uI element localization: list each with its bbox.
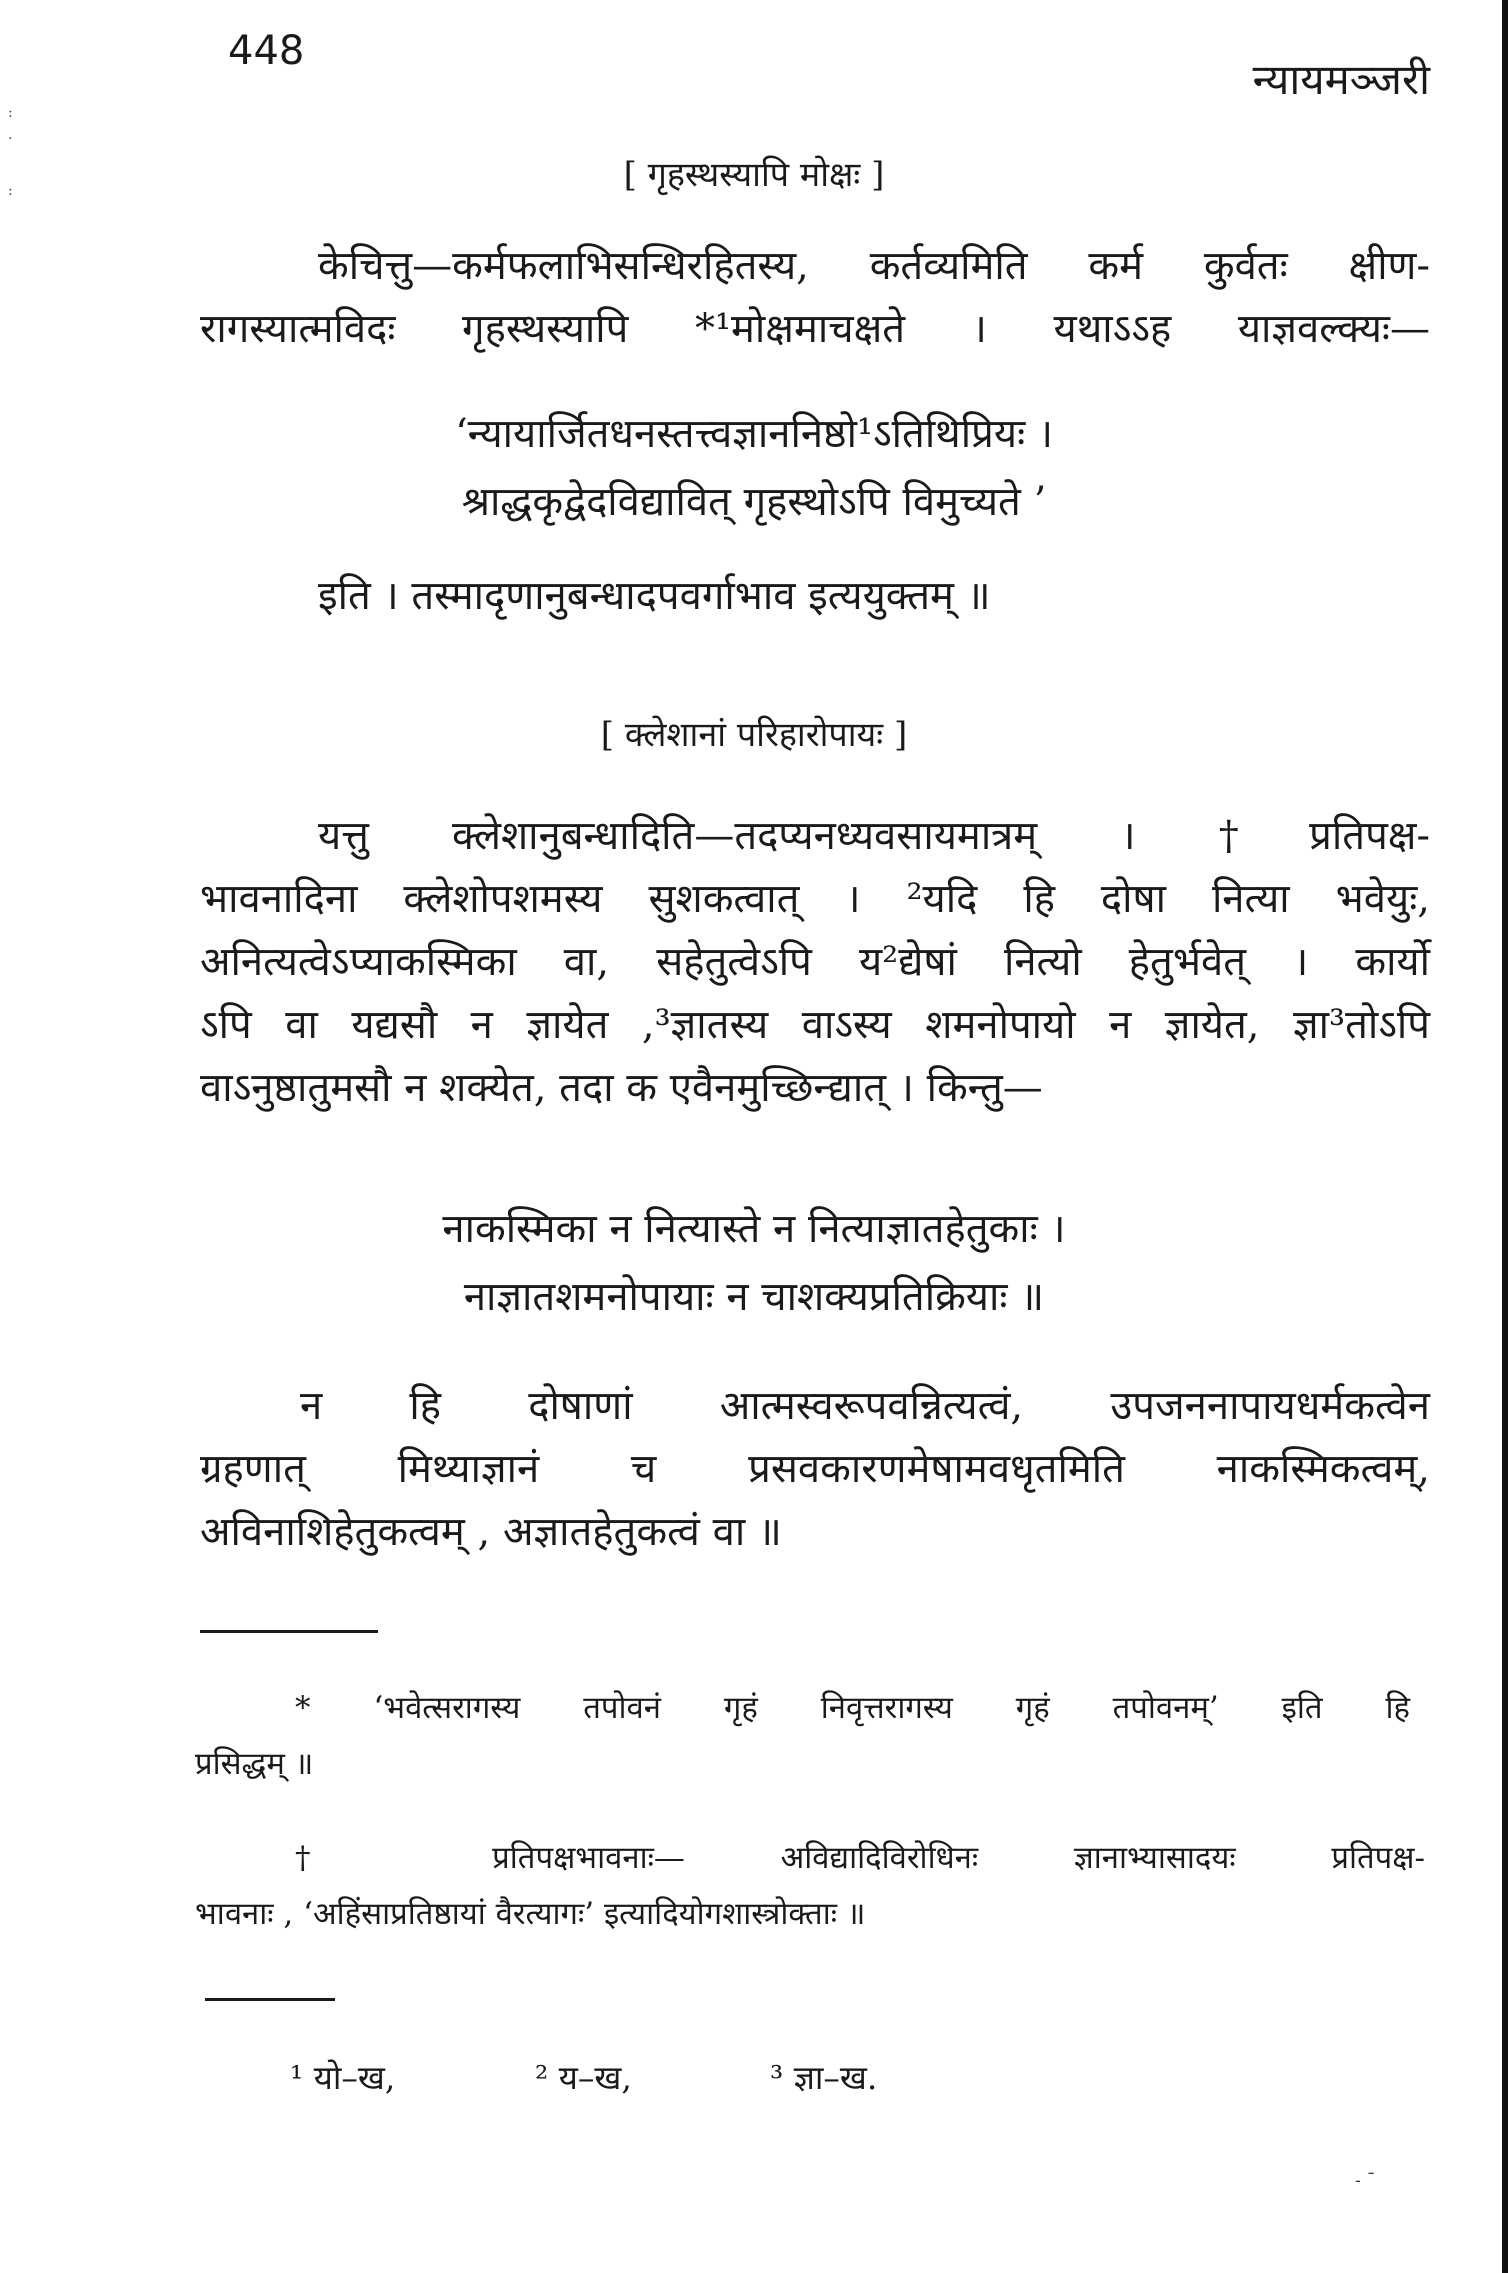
footnote-line: भावनाः , ‘अहिंसाप्रतिष्ठायां वैरत्यागः’ इत्यादियोगशास्त्रोक्ताः ॥ — [195, 1896, 866, 1932]
verse-line: नाकस्मिका न नित्यास्ते न नित्याज्ञातहेतुकाः । — [442, 1206, 1066, 1252]
closing-line: इति । तस्मादृणानुबन्धादपवर्गाभाव इत्ययुक्तम् ॥ — [318, 573, 991, 619]
scan-speck: ˗ ˉ — [1355, 2170, 1376, 2191]
verse-kleshas — [0, 1195, 1508, 1331]
scan-margin-marks: : · : — [8, 105, 13, 199]
footnote-line: † प्रतिपक्षभावनाः— अविद्यादिविरोधिनः ज्ञानाभ्यासादयः प्रतिपक्ष- — [295, 1840, 1425, 1876]
footnote-line: प्रसिद्धम् ॥ — [195, 1746, 314, 1782]
footnote-dagger — [195, 1830, 1425, 1942]
text-line: अनित्यत्वेऽप्याकस्मिका वा, सहेतुत्वेऽपि य²द्येषां नित्यो हेतुर्भवेत् । कार्यो — [200, 939, 1430, 985]
text-line: ग्रहणात् मिथ्याज्ञानं च प्रसवकारणमेषामवधृतमिति नाकस्मिकत्वम्, — [200, 1446, 1430, 1492]
variants-rule — [205, 1998, 335, 2001]
running-title: न्यायमञ्जरी — [1252, 55, 1430, 104]
footnote-rule — [200, 1630, 378, 1633]
verse-line: श्राद्धकृद्वेदविद्यावित् गृहस्थोऽपि विमुच्यते ’ — [461, 479, 1047, 525]
variant-3: ³ ज्ञा–ख. — [770, 2058, 878, 2097]
section-heading-kleshas: [ क्लेशानां परिहारोपायः ] — [600, 715, 908, 755]
paragraph-kleshas — [200, 805, 1430, 1120]
paragraph-moksha — [200, 235, 1430, 361]
verse-line: ‘न्यायार्जितधनस्तत्त्वज्ञाननिष्ठो¹ऽतिथिप्रियः । — [454, 411, 1054, 457]
footnote-line: * ‘भवेत्सरागस्य तपोवनं गृहं निवृत्तरागस्य गृहं तपोवनम्’ इति हि — [295, 1690, 1410, 1726]
section-heading-moksha: [ गृहस्थस्यापि मोक्षः ] — [623, 155, 885, 195]
text-line: भावनादिना क्लेशोपशमस्य सुशकत्वात् । ²यदि हि दोषा नित्या भवेयुः, — [200, 876, 1430, 922]
variant-1: ¹ यो–ख, — [290, 2058, 396, 2097]
text-line: न हि दोषाणां आत्मस्वरूपवन्नित्यत्वं, उपजननापायधर्मकत्वेन — [300, 1383, 1430, 1429]
paragraph-doshas — [200, 1375, 1430, 1564]
text-line: केचित्तु—कर्मफलाभिसन्धिरहितस्य, कर्तव्यमिति कर्म कुर्वतः क्षीण- — [318, 243, 1430, 289]
text-line: वाऽनुष्ठातुमसौ न शक्येत, तदा क एवैनमुच्छिन्द्यात् । किन्तु— — [200, 1065, 1043, 1111]
page-edge-shadow — [1502, 0, 1508, 2273]
page-number: 448 — [228, 28, 305, 74]
text-line: यत्तु क्लेशानुबन्धादिति—तदप्यनध्यवसायमात्रम् । †प्रतिपक्ष- — [318, 813, 1430, 859]
text-line: ऽपि वा यद्यसौ न ज्ञायेत ,³ज्ञातस्य वाऽस्य शमनोपायो न ज्ञायेत, ज्ञा³तोऽपि — [200, 1002, 1430, 1048]
variant-2: ² य–ख, — [535, 2058, 632, 2097]
text-line: अविनाशिहेतुकत्वम् , अज्ञातहेतुकत्वं वा ॥ — [200, 1509, 782, 1555]
verse-yajnavalkya — [0, 400, 1508, 536]
text-line: रागस्यात्मविदः गृहस्थस्यापि *¹मोक्षमाचक्षते । यथाऽऽह याज्ञवल्क्यः— — [200, 306, 1430, 352]
footnote-star — [195, 1680, 1410, 1792]
verse-line: नाज्ञातशमनोपायाः न चाशक्यप्रतिक्रियाः ॥ — [463, 1274, 1045, 1320]
